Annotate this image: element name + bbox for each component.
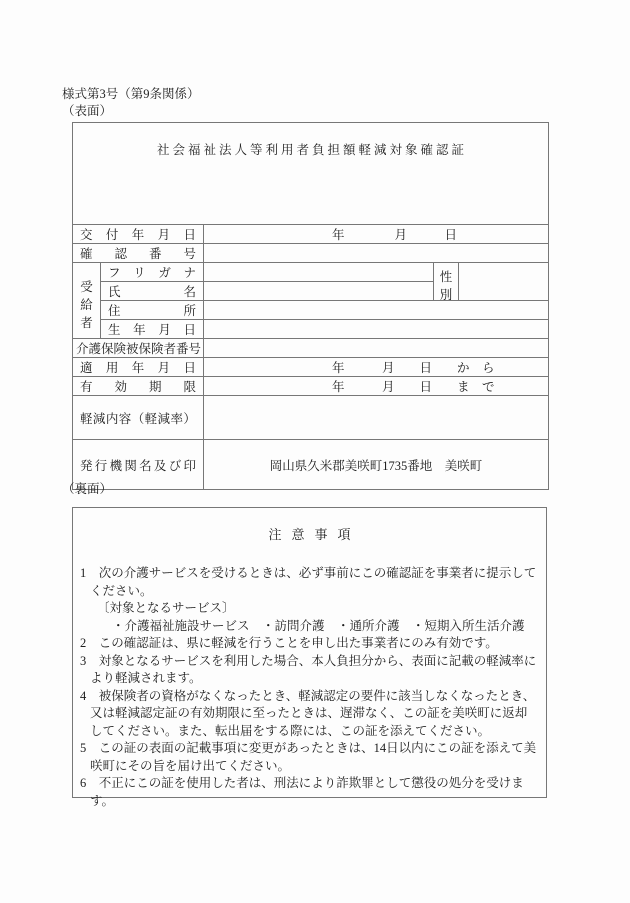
apply-date-label: 適 用 年 月 日 bbox=[73, 358, 204, 377]
notice-item-text: 2 この確認証は、県に軽減を行うことを申し出た事業者にのみ有効です。 bbox=[80, 636, 498, 650]
sex-value bbox=[459, 263, 549, 301]
row-apply-date bbox=[73, 358, 549, 377]
notice-item bbox=[80, 775, 539, 810]
notice-item-text: 3 対象となるサービスを利用した場合、本人負担分から、表面に記載の軽減率により軽減されます。 bbox=[80, 653, 537, 685]
furigana-value bbox=[204, 263, 434, 282]
valid-until-label: 有 効 期 限 bbox=[73, 377, 204, 396]
issue-date-value: 年 月 日 bbox=[204, 225, 549, 244]
notice-item bbox=[80, 635, 539, 653]
issuer-label: 発 行 機 関 名 及 び 印 bbox=[73, 440, 204, 490]
issuer-value: 岡山県久米郡美咲町1735番地 美咲町 bbox=[204, 440, 549, 490]
certificate-title: 社会福祉法人等利用者負担額軽減対象確認証 bbox=[73, 123, 549, 225]
confirm-number-value bbox=[204, 244, 549, 263]
row-confirm-number bbox=[73, 244, 549, 263]
birth-date-value bbox=[204, 320, 549, 339]
notice-list bbox=[73, 565, 546, 810]
notice-item-text: 1 次の介護サービスを受けるときは、必ず事前にこの確認証を事業者に提示してください。 bbox=[80, 566, 537, 598]
notice-item bbox=[80, 653, 539, 688]
notice-item bbox=[80, 565, 539, 635]
furigana-label: フ リ ガ ナ bbox=[101, 263, 204, 282]
name-label: 氏 名 bbox=[101, 282, 204, 301]
row-reduction bbox=[73, 396, 549, 440]
confirm-number-label: 確 認 番 号 bbox=[73, 244, 204, 263]
reduction-value bbox=[204, 396, 549, 440]
front-side-label: （表面） bbox=[62, 104, 113, 118]
notice-item bbox=[80, 740, 539, 775]
notice-item-subline: ・介護福祉施設サービス ・訪問介護 ・通所介護 ・短期入所生活介護 bbox=[112, 618, 525, 633]
certificate-front-table bbox=[72, 122, 549, 490]
recipient-group-label: 受 給 者 bbox=[73, 263, 101, 339]
birth-date-label: 生 年 月 日 bbox=[101, 320, 204, 339]
notice-item bbox=[80, 688, 539, 741]
back-side-label: （裏面） bbox=[62, 482, 113, 496]
notice-item-text: 6 不正にこの証を使用した者は、刑法により詐欺罪として懲役の処分を受けます。 bbox=[80, 776, 524, 808]
notice-heading: 注意事項 bbox=[268, 527, 361, 542]
notice-item-subline: 〔対象となるサービス〕 bbox=[97, 601, 235, 615]
row-insured-number bbox=[73, 339, 549, 358]
reduction-label: 軽 減 内 容 （ 軽 減 率 ） bbox=[73, 396, 204, 440]
valid-until-value: 年 月 日 ま で bbox=[204, 377, 549, 396]
name-value bbox=[204, 282, 434, 301]
apply-date-value: 年 月 日 か ら bbox=[204, 358, 549, 377]
row-issue-date bbox=[73, 225, 549, 244]
insured-number-value bbox=[204, 339, 549, 358]
notice-box bbox=[72, 507, 547, 808]
notice-item-text: 5 この証の表面の記載事項に変更があったときは、14日以内にこの証を添えて美咲町にその旨を届け出てください。 bbox=[80, 741, 537, 773]
row-valid-until bbox=[73, 377, 549, 396]
row-issuer bbox=[73, 440, 549, 490]
row-furigana bbox=[73, 263, 549, 282]
row-address bbox=[73, 301, 549, 320]
notice-item-text: 4 被保険者の資格がなくなったとき、軽減認定の要件に該当しなくなったとき、又は軽減認定証の有効期限に至ったときは、遅滞なく、この証を美咲町に返却してください。また、転出届をする際には、この証を添えてください。 bbox=[80, 688, 536, 738]
issue-date-label: 交 付 年 月 日 bbox=[73, 225, 204, 244]
row-birth-date bbox=[73, 320, 549, 339]
address-label: 住 所 bbox=[101, 301, 204, 320]
insured-number-label: 介護保険被保険者番号 bbox=[73, 339, 204, 358]
sex-label: 性 別 bbox=[434, 263, 459, 301]
address-value bbox=[204, 301, 549, 320]
form-style-number: 様式第3号（第9条関係） bbox=[62, 87, 200, 101]
